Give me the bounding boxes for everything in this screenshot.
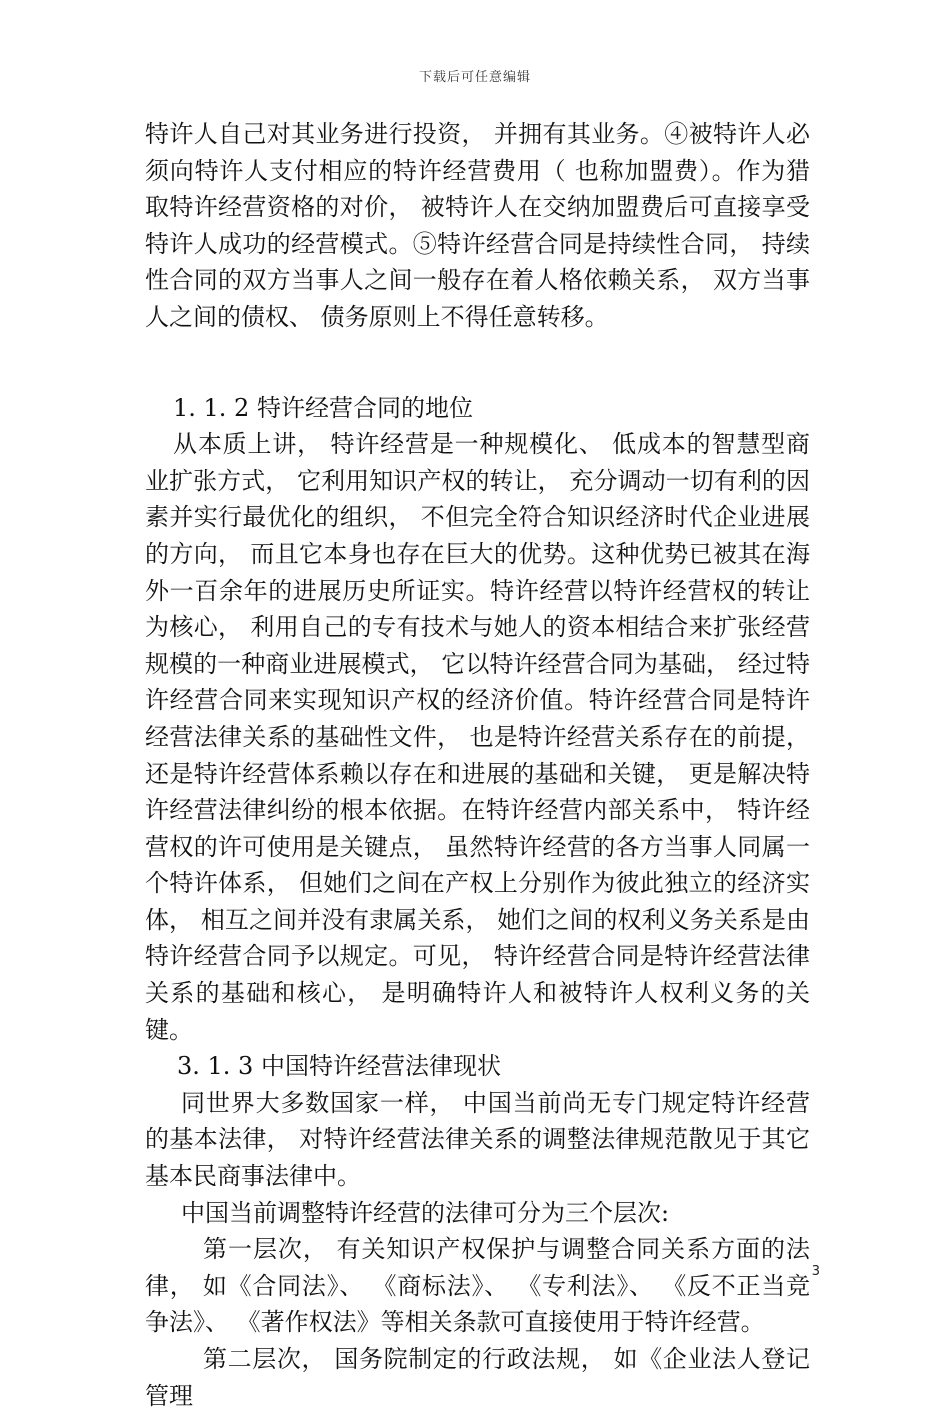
paragraph-contract-status: 从本质上讲， 特许经营是一种规模化、 低成本的智慧型商业扩张方式， 它利用知识产权的转让， 充分调动一切有利的因素并实行最优化的组织， 不但完全符合知识经济时代企业进展的方向， 而且它本身也存在巨大的优势。这种优势已被其在海外一百余年的进展历史所证实。特许经营以特许经营权的转让为核心， 利用自己的专有技术与她人的资本相结合来扩张经营规模的一种商业进展模式， 它以特许经营合同为基础， 经过特许经营合同来实现知识产权的经济价值。特许经营合同是特许经营法律关系的基础性文件， 也是特许经营关系存在的前提， 还是特许经营体系赖以存在和进展的基础和关键， 更是解决特许经营法律纠纷的根本依据。在特许经营内部关系中， 特许经营权的许可使用是关键点， 虽然特许经营的各方当事人同属一个特许体系， 但她们之间在产权上分别作为彼此独立的经济实体， 相互之间并没有隶属关系， 她们之间的权利义务关系是由特许经营合同予以规定。可见， 特许经营合同是特许经营法律关系的基础和核心， 是明确特许人和被特许人权利义务的关键。 [145, 430, 810, 1044]
page-header: 下载后可任意编辑 [418, 70, 531, 85]
section-heading-contract-status: 1. 1. 2 特许经营合同的地位 [173, 393, 473, 422]
paragraph-franchisor-investment: 特许人自己对其业务进行投资， 并拥有其业务。④被特许人必须向特许人支付相应的特许经营费用（ 也称加盟费）。作为猎取特许经营资格的对价， 被特许人在交纳加盟费后可直接享受特许人成功的经营模式。⑤特许经营合同是持续性合同， 持续性合同的双方当事人之间一般存在着人格依赖关系， 双方当事人之间的债权、 债务原则上不得任意转移。 [145, 120, 810, 331]
page-number: 3 [811, 1264, 820, 1279]
paragraph-first-level: 第一层次， 有关知识产权保护与调整合同关系方面的法律， 如《合同法》、 《商标法》、 《专利法》、 《反不正当竞争法》、 《著作权法》等相关条款可直接使用于特许经营。 [145, 1235, 810, 1337]
paragraph-three-levels: 中国当前调整特许经营的法律可分为三个层次: [181, 1198, 670, 1227]
paragraph-gap [145, 336, 810, 390]
document-body [145, 116, 810, 1414]
paragraph-second-level: 第二层次， 国务院制定的行政法规， 如《企业法人登记管理 [145, 1345, 810, 1410]
section-heading-legal-status-china: 3. 1. 3 中国特许经营法律现状 [177, 1052, 501, 1081]
paragraph-legal-status-intro: 同世界大多数国家一样， 中国当前尚无专门规定特许经营的基本法律， 对特许经营法律关系的调整法律规范散见于其它基本民商事法律中。 [145, 1088, 810, 1191]
